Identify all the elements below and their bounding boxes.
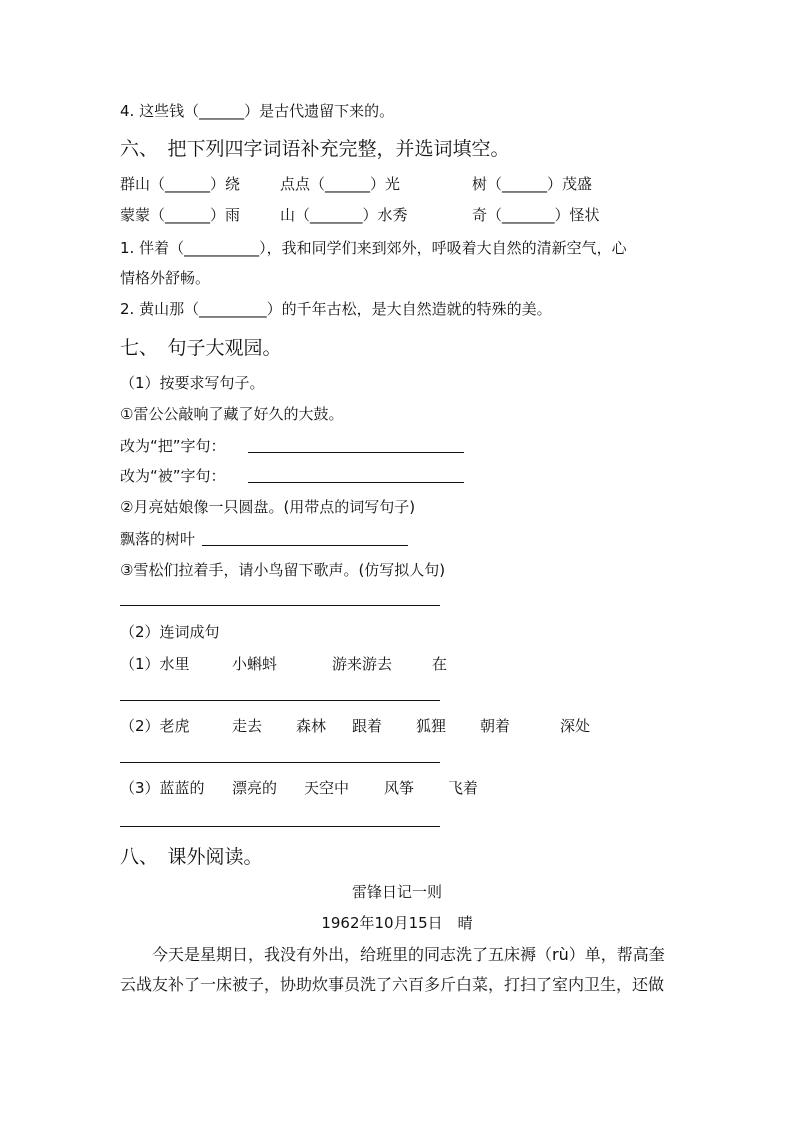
part2-title: （2）连词成句 xyxy=(120,623,220,641)
answer-line[interactable] xyxy=(120,762,440,763)
word-chip: （1）水里 xyxy=(120,655,190,673)
word-chip: 小蝌蚪 xyxy=(232,655,278,673)
idiom-blank: 点点（______）光 xyxy=(280,175,401,193)
answer-line[interactable] xyxy=(120,605,440,606)
word-chip: 深处 xyxy=(560,717,591,735)
sentence-1: ①雷公公敲响了藏了好久的大鼓。 xyxy=(120,405,344,423)
word-chip: 游来游去 xyxy=(332,655,393,673)
word-chip: 天空中 xyxy=(304,779,350,797)
idiom-blank: 群山（______）绕 xyxy=(120,175,241,193)
reading-paragraph: 今天是星期日，我没有外出，给班里的同志洗了五床褥（rù）单，帮高奎云战友补了一床被子，协助炊事员洗了六百多斤白菜，打扫了室内卫生，还做 xyxy=(120,945,665,994)
word-chip: 漂亮的 xyxy=(232,779,278,797)
word-chip: 风筝 xyxy=(384,779,415,797)
q5-item4: 4. 这些钱（______）是古代遗留下来的。 xyxy=(120,102,395,120)
section6-heading: 六、 把下列四字词语补充完整，并选词填空。 xyxy=(120,138,510,160)
word-chip: （3）蓝蓝的 xyxy=(120,779,205,797)
word-chip: （2）老虎 xyxy=(120,717,190,735)
section8-heading: 八、 课外阅读。 xyxy=(120,846,263,868)
section7-heading: 七、 句子大观园。 xyxy=(120,337,282,359)
answer-line[interactable] xyxy=(120,700,440,701)
idiom-blank: 树（______）茂盛 xyxy=(472,175,593,193)
ba-sentence-label: 改为“把”字句： xyxy=(120,437,226,455)
word-chip: 森林 xyxy=(296,717,327,735)
reading-passage xyxy=(120,940,680,1000)
sentence-3: ③雪松们拉着手，请小鸟留下歌声。(仿写拟人句) xyxy=(120,561,446,579)
idiom-blank: 蒙蒙（______）雨 xyxy=(120,206,241,224)
answer-line[interactable] xyxy=(202,545,408,546)
reading-title: 雷锋日记一则 xyxy=(351,883,442,901)
idiom-blank: 山（_______）水秀 xyxy=(280,206,408,224)
fill-item-2: 2. 黄山那（_________）的千年古松，是大自然造就的特殊的美。 xyxy=(120,300,552,318)
leaves-prefix: 飘落的树叶 xyxy=(120,530,196,548)
word-chip: 朝着 xyxy=(480,717,511,735)
word-chip: 狐狸 xyxy=(416,717,447,735)
word-chip: 在 xyxy=(432,655,448,673)
word-chip: 走去 xyxy=(232,717,263,735)
idiom-blank: 奇（_______）怪状 xyxy=(472,206,600,224)
answer-line[interactable] xyxy=(248,482,464,483)
part1-title: （1）按要求写句子。 xyxy=(120,374,265,392)
bei-sentence-label: 改为“被”字句： xyxy=(120,467,226,485)
fill-item-1-line2: 情格外舒畅。 xyxy=(120,269,211,287)
sentence-2: ②月亮姑娘像一只圆盘。(用带点的词写句子) xyxy=(120,498,416,516)
fill-item-1-line1: 1. 伴着（__________），我和同学们来到郊外，呼吸着大自然的清新空气，心 xyxy=(120,239,627,257)
reading-date: 1962年10月15日 晴 xyxy=(321,914,473,932)
word-chip: 跟着 xyxy=(352,717,383,735)
answer-line[interactable] xyxy=(248,452,464,453)
word-chip: 飞着 xyxy=(448,779,479,797)
answer-line[interactable] xyxy=(120,826,440,827)
